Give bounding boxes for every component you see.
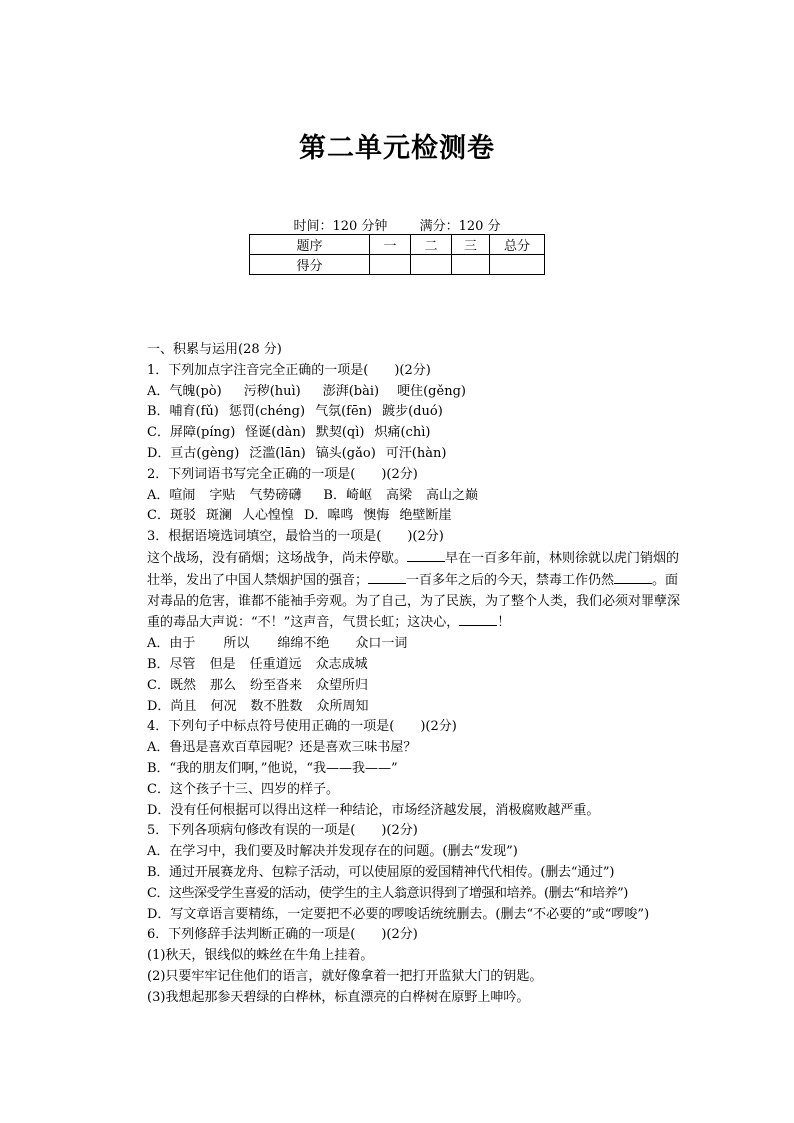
page-title: 第二单元检测卷: [299, 133, 495, 164]
option-row: [120, 655, 680, 676]
option-item: A．喧闹: [147, 487, 196, 503]
option-item: C．这些深受学生喜爱的活动，使学生的主人翁意识得到了增强和培养。(删去“和培养”): [147, 885, 628, 901]
score-cell[interactable]: [411, 255, 452, 275]
full-score: 满分：120 分: [419, 219, 501, 234]
score-table-header: 总分: [490, 235, 545, 255]
option-item: 惩罚(chéng): [228, 404, 306, 420]
option-item: 众所周知: [316, 698, 369, 714]
score-row-label: 得分: [250, 255, 370, 275]
option-item: 高梁: [385, 487, 412, 503]
option-item: D．没有任何根据可以得出这样一种结论，市场经济越发展，消极腐败越严重。: [147, 802, 600, 818]
option-item: 懊悔: [363, 508, 390, 524]
option-row: [120, 506, 680, 527]
option-item: 数不胜数: [250, 698, 303, 714]
score-table-header: 三: [452, 235, 490, 255]
option-item: 哽住(gěng): [397, 383, 466, 399]
option-item: 可汗(hàn): [385, 445, 447, 461]
option-item: B．哺育(fǔ): [147, 404, 219, 420]
passage-text: 这个战场，没有硝烟；这场战争，尚未停歇。: [147, 550, 408, 566]
option-item: 污秽(huì): [243, 383, 301, 399]
option-item: 默契(qì): [315, 425, 365, 441]
option-item: C．斑驳: [147, 508, 196, 524]
score-table-header: 一: [370, 235, 411, 255]
option-item: 踱步(duó): [382, 404, 443, 420]
option-row: [120, 676, 680, 697]
option-item: 纷至沓来: [249, 677, 302, 693]
question-stem: 6．下列修辞手法判断正确的一项是( )(2分): [147, 927, 418, 943]
option-item: A．在学习中，我们要及时解决并发现存在的问题。(删去“发现”): [147, 844, 518, 860]
option-item: 炽痛(chì): [374, 425, 431, 441]
passage-text: 早在一百多年前，林则徐就以虎门销烟的壮举，发出了中国人禁烟护国的强音；: [147, 550, 680, 588]
question-stem: 5．下列各项病句修改有误的一项是( )(2分): [147, 823, 418, 839]
option-item: 澎湃(bài): [322, 383, 380, 399]
option-item: 斑澜: [205, 508, 232, 524]
passage-text: 。面对毒品的危害，谁都不能袖手旁观。为了自己，为了民族，为了整个人类，我们必须对罪孽深重的毒品大声说：“不！”这声音，气贯长虹；这决心，: [147, 572, 681, 631]
passage-text: ！: [497, 615, 511, 631]
option-row: [120, 486, 680, 507]
option-item: A．鲁迅是喜欢百草园呢？还是喜欢三味书屋？: [147, 740, 417, 756]
option-item: C．既然: [147, 677, 196, 693]
option-item: 绵绵不绝: [277, 636, 330, 652]
option-item: A．气魄(pò): [147, 383, 222, 399]
option-item: B．崎岖: [323, 487, 372, 503]
option-item: D．嗥鸣: [303, 508, 354, 524]
option-row: [120, 423, 680, 444]
option-item: 高山之巅: [426, 487, 479, 503]
fill-blank[interactable]: [459, 612, 497, 626]
option-item: D．尚且: [147, 698, 197, 714]
score-table-header: 二: [411, 235, 452, 255]
option-item: C．这个孩子十三、四岁的样子。: [147, 781, 339, 797]
option-item: 人心惶惶: [241, 508, 294, 524]
sentence-item: (3)我想起那参天碧绿的白桦林，标直漂亮的白桦树在原野上呻吟。: [147, 989, 530, 1005]
option-item: 镐头(gǎo): [315, 445, 376, 461]
exam-meta: [0, 215, 794, 234]
option-item: 众志成城: [315, 656, 368, 672]
question-stem: 2．下列词语书写完全正确的一项是( )(2分): [147, 466, 418, 482]
exam-content: [120, 340, 680, 1009]
option-item: 众望所归: [315, 677, 368, 693]
time-limit: 时间：120 分钟: [293, 219, 388, 234]
option-item: 绝壁断崖: [399, 508, 452, 524]
option-item: 何况: [210, 698, 237, 714]
option-item: B．通过开展赛龙舟、包粽子活动，可以使屈原的爱国精神代代相传。(删去“通过”): [147, 864, 615, 880]
option-item: B．尽管: [147, 656, 196, 672]
option-row: [120, 402, 680, 423]
score-cell[interactable]: [370, 255, 411, 275]
option-item: 但是: [209, 656, 236, 672]
score-cell[interactable]: [490, 255, 545, 275]
option-item: 气势磅礴: [249, 487, 302, 503]
option-row: [120, 444, 680, 465]
option-item: 泛滥(lān): [249, 445, 306, 461]
option-item: A．由于: [147, 636, 196, 652]
option-row: [120, 634, 680, 655]
fill-blank[interactable]: [407, 548, 445, 562]
sentence-item: (1)秋天，银线似的蛛丝在牛角上挂着。: [147, 948, 374, 964]
score-table-header: 题序: [250, 235, 370, 255]
score-table: [249, 234, 545, 275]
option-item: 气氛(fēn): [315, 404, 373, 420]
option-item: 字贴: [209, 487, 236, 503]
option-item: B．“我的朋友们啊，”他说，“我——我——”: [147, 760, 398, 776]
option-item: 所以: [223, 636, 250, 652]
option-item: 众口一词: [355, 636, 408, 652]
score-cell[interactable]: [452, 255, 490, 275]
option-item: 任重道远: [249, 656, 302, 672]
option-row: [120, 697, 680, 718]
option-item: 怪诞(dàn): [245, 425, 306, 441]
score-table-score-row: [250, 255, 545, 275]
question-stem: 1．下列加点字注音完全正确的一项是( )(2分): [147, 362, 431, 378]
question-stem: 4．下列句子中标点符号使用正确的一项是( )(2分): [147, 719, 457, 735]
option-item: C．屏障(píng): [147, 425, 236, 441]
passage: [120, 548, 680, 634]
option-item: D．写文章语言要精练，一定要把不必要的啰唆话统统删去。(删去“不必要的”或“啰唆”): [147, 906, 650, 922]
question-stem: 3．根据语境选词填空，最恰当的一项是( )(2分): [147, 529, 444, 545]
option-item: D．亘古(gèng): [147, 445, 240, 461]
score-table-header-row: [250, 235, 545, 255]
passage-text: 一百多年之后的今天，禁毒工作仍然: [406, 572, 615, 588]
fill-blank[interactable]: [368, 570, 406, 584]
option-item: 那么: [209, 677, 236, 693]
section-heading: 一、积累与运用(28 分): [147, 342, 282, 357]
sentence-item: (2)只要牢牢记住他们的语言，就好像拿着一把打开监狱大门的钥匙。: [147, 968, 543, 984]
option-row: [120, 382, 680, 403]
fill-blank[interactable]: [614, 570, 652, 584]
